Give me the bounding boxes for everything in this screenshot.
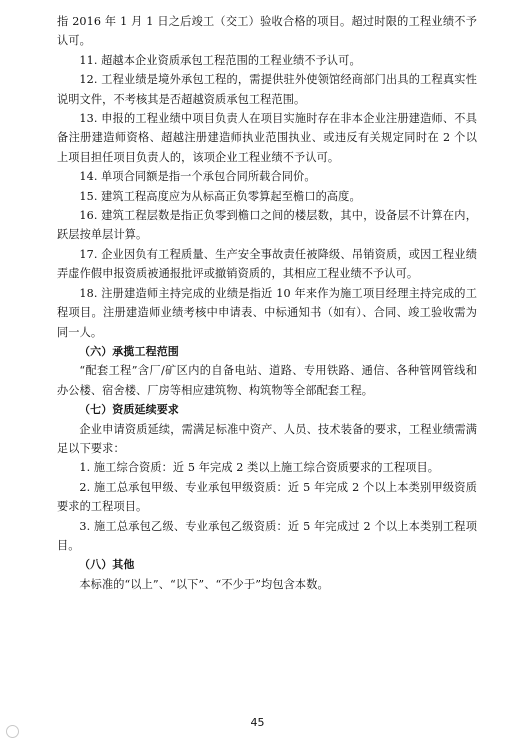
paragraph: 12. 工程业绩是境外承包工程的，需提供驻外使领馆经商部门出具的工程真实性说明文件，不考核其是否超越资质承包工程范围。 <box>57 73 477 106</box>
paragraph: 11. 超越本企业资质承包工程范围的工程业绩不予认可。 <box>79 53 361 67</box>
watermark-icon <box>6 725 19 738</box>
document-body <box>57 12 477 594</box>
paragraph: 17. 企业因负有工程质量、生产安全事故责任被降级、吊销资质，或因工程业绩弄虚作假申报资质被通报批评或撤销资质的，其相应工程业绩不予认可。 <box>57 247 477 281</box>
section-heading: （七）资质延续要求 <box>79 403 179 417</box>
paragraph: “配套工程”含厂/矿区内的自备电站、道路、专用铁路、通信、各种管网管线和办公楼、宿舍楼、厂房等相应建筑物、构筑物等全部配套工程。 <box>57 364 477 397</box>
section-heading: （八）其他 <box>79 558 135 572</box>
paragraph: 2. 施工总承包甲级、专业承包甲级资质：近 5 年完成 2 个以上本类别甲级资质要求的工程项目。 <box>57 480 477 514</box>
paragraph: 16. 建筑工程层数是指正负零到檐口之间的楼层数，其中，设备层不计算在内，跃层按单层计算。 <box>57 209 477 242</box>
paragraph: 本标准的“以上”、“以下”、“不少于”均包含本数。 <box>79 577 329 591</box>
paragraph: 15. 建筑工程高度应为从标高正负零算起至檐口的高度。 <box>79 189 361 203</box>
paragraph: 指 2016 年 1 月 1 日之后竣工（交工）验收合格的项目。超过时限的工程业绩不予认可。 <box>57 15 477 48</box>
section-heading: （六）承揽工程范围 <box>79 344 179 358</box>
paragraph: 18. 注册建造师主持完成的业绩是指近 10 年来作为施工项目经理主持完成的工程项目。注册建造师业绩考核中申请表、中标通知书（如有）、合同、竣工验收需为同一人。 <box>57 286 477 339</box>
paragraph: 企业申请资质延续，需满足标准中资产、人员、技术装备的要求，工程业绩需满足以下要求： <box>57 422 477 455</box>
paragraph: 3. 施工总承包乙级、专业承包乙级资质：近 5 年完成过 2 个以上本类别工程项目。 <box>57 519 477 552</box>
watermark-logo <box>6 725 21 739</box>
paragraph: 14. 单项合同额是指一个承包合同所载合同价。 <box>79 170 316 184</box>
page-number: 45 <box>250 716 265 729</box>
paragraph: 13. 申报的工程业绩中项目负责人在项目实施时存在非本企业注册建造师、不具备注册建造师资格、超越注册建造师执业范围执业、或违反有关规定同时在 2 个以上项目担任项目负责人的，该项企业工程业绩不予认可。 <box>57 112 477 164</box>
paragraph: 1. 施工综合资质：近 5 年完成 2 类以上施工综合资质要求的工程项目。 <box>79 461 440 475</box>
